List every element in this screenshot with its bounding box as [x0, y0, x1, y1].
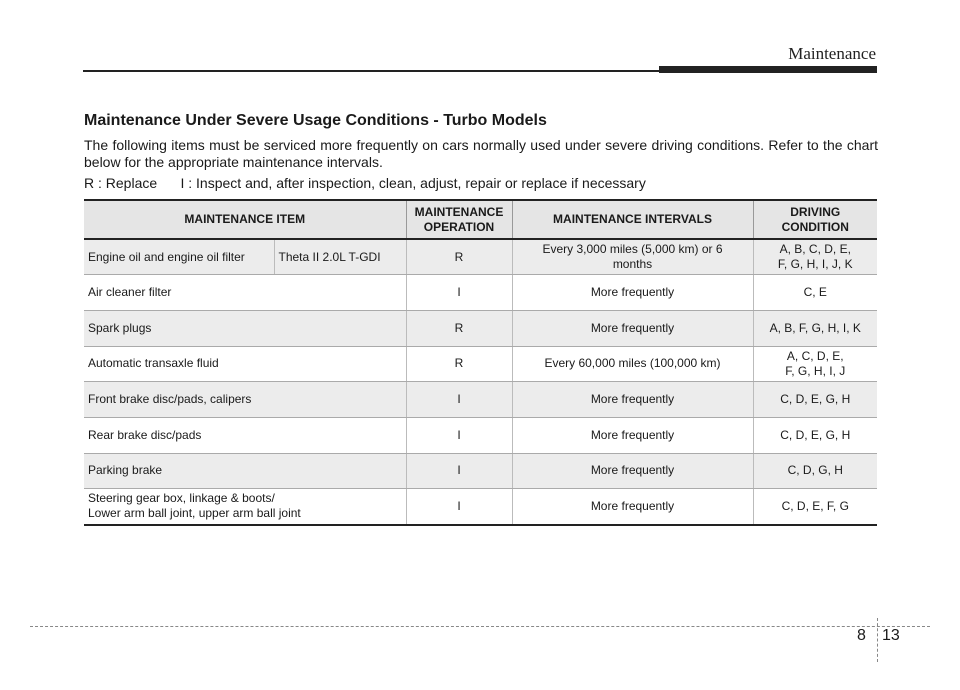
header-driving-condition: [753, 200, 877, 239]
item-cell: Rear brake disc/pads: [84, 417, 406, 453]
operation-cell: R: [406, 239, 512, 275]
item-line2: Lower arm ball joint, upper arm ball joint: [88, 506, 301, 521]
legend-text: R : Replace I : Inspect and, after inspection, clean, adjust, repair or replace if necessary: [84, 175, 646, 191]
header-driving-line2: CONDITION: [781, 219, 849, 234]
condition-line1: A, B, C, D, E,: [779, 242, 851, 257]
operation-cell: I: [406, 417, 512, 453]
interval-cell: More frequently: [512, 417, 753, 453]
table-header-row: [84, 200, 877, 239]
item-cell: Engine oil and engine oil filter: [84, 239, 274, 275]
table-row: [84, 417, 877, 453]
item-cell: Air cleaner filter: [84, 275, 406, 311]
page-number: 13: [882, 627, 900, 644]
table-row: [84, 453, 877, 489]
header-rule-thin: [83, 70, 659, 72]
interval-line1: Every 3,000 miles (5,000 km) or 6: [542, 242, 723, 257]
operation-cell: R: [406, 346, 512, 382]
header-driving-line1: DRIVING: [790, 204, 841, 219]
table-row: [84, 489, 877, 525]
footer-page-divider: [877, 618, 878, 662]
item-cell: Parking brake: [84, 453, 406, 489]
interval-cell: More frequently: [512, 489, 753, 525]
maintenance-table: [84, 199, 877, 526]
interval-cell: Every 60,000 miles (100,000 km): [512, 346, 753, 382]
header-maintenance-item: MAINTENANCE ITEM: [84, 200, 406, 239]
operation-cell: I: [406, 382, 512, 418]
header-rule-thick: [659, 66, 877, 73]
condition-cell: C, D, E, G, H: [753, 417, 877, 453]
item-cell: Spark plugs: [84, 310, 406, 346]
condition-line2: F, G, H, I, J: [785, 363, 846, 378]
condition-cell: [753, 239, 877, 275]
section-title: Maintenance: [788, 44, 876, 63]
condition-line1: A, C, D, E,: [786, 348, 844, 363]
table-row: [84, 275, 877, 311]
item-cell: [84, 489, 406, 525]
condition-cell: [753, 346, 877, 382]
page-heading: Maintenance Under Severe Usage Conditions - Turbo Models: [84, 112, 547, 129]
header-maintenance-intervals: MAINTENANCE INTERVALS: [512, 200, 753, 239]
condition-cell: C, E: [753, 275, 877, 311]
interval-cell: More frequently: [512, 310, 753, 346]
interval-cell: More frequently: [512, 453, 753, 489]
condition-cell: C, D, E, G, H: [753, 382, 877, 418]
item-line1: Steering gear box, linkage & boots/: [88, 491, 275, 506]
header-operation-line2: OPERATION: [423, 219, 495, 234]
table-row: [84, 346, 877, 382]
header-maintenance-operation: [406, 200, 512, 239]
table-row: [84, 239, 877, 275]
item-cell: Front brake disc/pads, calipers: [84, 382, 406, 418]
footer-dashed-rule: [30, 626, 930, 627]
condition-cell: C, D, E, F, G: [753, 489, 877, 525]
interval-line2: months: [612, 257, 653, 272]
condition-cell: C, D, G, H: [753, 453, 877, 489]
condition-line2: F, G, H, I, J, K: [777, 257, 853, 272]
operation-cell: I: [406, 453, 512, 489]
item-cell: Automatic transaxle fluid: [84, 346, 406, 382]
operation-cell: I: [406, 489, 512, 525]
condition-cell: A, B, F, G, H, I, K: [753, 310, 877, 346]
interval-cell: More frequently: [512, 382, 753, 418]
operation-cell: I: [406, 275, 512, 311]
interval-cell: [512, 239, 753, 275]
intro-paragraph: The following items must be serviced more frequently on cars normally used under severe driving conditions. Refer to the chart below for the appropriate maintenance intervals.: [84, 137, 878, 170]
chapter-number: 8: [857, 627, 866, 644]
header-operation-line1: MAINTENANCE: [414, 204, 504, 219]
engine-variant-cell: Theta II 2.0L T-GDI: [274, 239, 406, 275]
table-row: [84, 310, 877, 346]
operation-cell: R: [406, 310, 512, 346]
table-row: [84, 382, 877, 418]
interval-cell: More frequently: [512, 275, 753, 311]
